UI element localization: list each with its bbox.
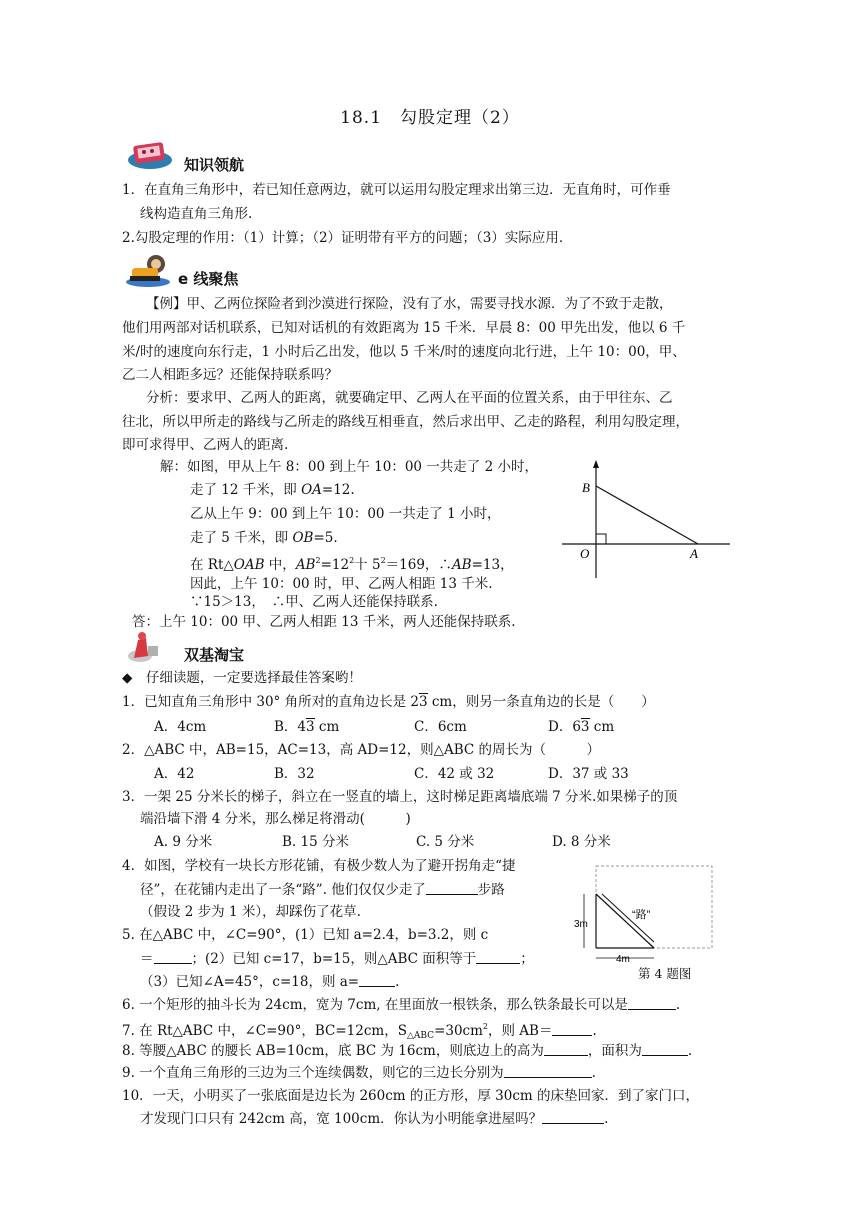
question-6: 6. 一个矩形的抽斗长为 24cm，宽为 7cm, 在里面放一根铁条，那么铁条最长可以是 .	[122, 997, 681, 1013]
q5-a-blank	[359, 973, 395, 987]
question-9: 9. 一个直角三角形的三边为三个连续偶数，则它的三边长分别为 .	[122, 1065, 596, 1081]
question-1: 1．已知直角三角形中 30° 角所对的直角边长是 23 cm，则另一条直角边的长是（ ）	[122, 694, 655, 710]
q2-option-d: D．37 或 33	[548, 766, 629, 782]
point-o-label: O	[580, 546, 590, 561]
question-4-line1: 4．如图，学校有一块长方形花铺，有极少数人为了避开拐角走“捷	[122, 858, 516, 874]
q1-option-b: B．43 cm	[274, 719, 340, 735]
question-7: 7. 在 Rt△ABC 中，∠C=90°，BC=12cm，$S_{\triangle ABC}=30cm^2$，则 AB＝ .	[122, 1022, 597, 1041]
q2-option-c: C．42 或 32	[414, 766, 495, 782]
knowledge-p2: 2.勾股定理的作用：（1）计算；（2）证明带有平方的问题；（3）实际应用．	[122, 230, 573, 246]
flowerbed-figure	[572, 860, 716, 968]
question-10-line2: 才发现门口只有 242cm 高，宽 100cm．你认为小明能拿进屋吗？ .	[140, 1111, 609, 1127]
solution-line6: 因此，上午 10：00 时，甲、乙两人相距 13 千米.	[190, 576, 493, 592]
q5-area-blank	[476, 950, 520, 964]
q8-area-blank	[642, 1042, 688, 1056]
question-5-line1: 5. 在△ABC 中，∠C=90°，(1）已知 a=2.4，b=3.2，则 c	[122, 927, 489, 943]
q4-answer-blank	[426, 881, 478, 895]
analysis-line2: 往北，所以甲所走的路线与乙所走的路线互相垂直，然后求出甲、乙走的路程，利用勾股定理，	[122, 414, 689, 430]
page-title: 18.1 勾股定理（2）	[340, 108, 520, 128]
q7-answer-blank	[552, 1022, 592, 1036]
q1-option-c: C．6cm	[414, 719, 467, 735]
q2-option-a: A．42	[154, 766, 195, 782]
example-line2: 他们用两部对话机联系，已知对话机的有效距离为 15 千米．早晨 8：00 甲先出发，他以 6 千	[122, 320, 686, 336]
solution-line1: 解：如图，甲从上午 8：00 到上午 10：00 一共走了 2 小时，	[160, 459, 538, 475]
question-3-line2: 端沿墙下滑 4 分米，那么梯足将滑动( )	[140, 811, 411, 827]
q1-option-a: A．4cm	[154, 719, 207, 735]
q6-answer-blank	[628, 996, 676, 1010]
example-line4: 乙二人相距多远？还能保持联系吗？	[122, 367, 338, 383]
knowledge-p1-line2: 线构造直角三角形.	[140, 206, 253, 222]
solution-line5: 在 Rt△OAB 中，$AB^2=12^2$十 $5^2=169$，∴AB=13，	[190, 556, 514, 573]
right-angle-mark	[596, 534, 606, 544]
question-8: 8. 等腰△ABC 的腰长 AB=10cm，底 BC 为 16cm，则底边上的高为 ，面积为 .	[122, 1043, 693, 1059]
question-4-line2: 径”，在花铺内走出了一条“路”. 他们仅仅少走了 步路	[140, 882, 505, 898]
point-a-label: A	[690, 546, 698, 561]
flowerbed-outline	[596, 866, 712, 948]
figure-4-caption: 第 4 题图	[638, 966, 692, 981]
solution-line3: 乙从上午 9：00 到上午 10：00 一共走了 1 小时，	[190, 506, 501, 522]
q3-option-b: B. 15 分米	[282, 834, 349, 850]
width-label: 4m	[616, 954, 630, 965]
q10-answer-blank	[542, 1110, 604, 1124]
triangle-figure	[560, 460, 740, 580]
analysis-line1: 分析：要求甲、乙两人的距离，就要确定甲、乙两人在平面的位置关系，由于甲往东、乙	[146, 390, 673, 406]
analysis-line3: 即可求得甲、乙两人的距离.	[122, 437, 289, 453]
road-label: “路”	[632, 909, 651, 921]
q1-option-d: D．63 cm	[548, 719, 615, 735]
knowledge-p1-line1: 1．在直角三角形中，若已知任意两边，就可以运用勾股定理求出第三边．无直角时，可作垂	[122, 182, 671, 198]
q3-option-d: D. 8 分米	[552, 834, 611, 850]
answer-line: 答：上午 10：00 甲、乙两人相距 13 千米，两人还能保持联系.	[132, 614, 516, 630]
solution-line2: 走了 12 千米，即 OA=12.	[190, 482, 355, 498]
example-line3: 米/时的速度向东行走，1 小时后乙出发，他以 5 千米/时的速度向北行进，上午 10：00，甲、	[122, 344, 686, 360]
q9-answer-blank	[504, 1064, 592, 1078]
question-4-line3: （假设 2 步为 1 米），却踩伤了花草.	[140, 904, 361, 920]
section-ex-label: e 线聚焦	[178, 270, 239, 288]
q8-height-blank	[544, 1042, 588, 1056]
hypotenuse-line	[596, 486, 698, 544]
bookmark-icon	[122, 138, 176, 174]
solution-line4: 走了 5 千米，即 OB=5.	[190, 530, 338, 546]
road-path	[596, 894, 654, 948]
reader-icon	[122, 252, 176, 288]
gift-icon	[122, 628, 176, 664]
question-2: 2．△ABC 中，AB=15，AC=13，高 AD=12，则△ABC 的周长为（ ）	[122, 742, 601, 758]
solution-line7: ∵15＞13， ∴甲、乙两人还能保持联系.	[190, 594, 438, 610]
q3-option-c: C. 5 分米	[416, 834, 475, 850]
q3-option-a: A. 9 分米	[154, 834, 213, 850]
example-line1: 【例】甲、乙两位探险者到沙漠进行探险，没有了水，需要寻找水源．为了不致于走散，	[146, 296, 673, 312]
question-5-line2: ＝ ；(2）已知 c=17，b=15，则△ABC 面积等于 ；	[140, 951, 534, 967]
section-knowledge-label: 知识领航	[184, 156, 245, 174]
practice-intro: ◆ 仔细读题，一定要选择最佳答案哟！	[122, 670, 362, 686]
q2-option-b: B．32	[274, 766, 315, 782]
question-10-line1: 10．一天，小明买了一张底面是边长为 260cm 的正方形，厚 30cm 的床垫回家．到了家门口，	[122, 1088, 700, 1104]
section-practice-label: 双基淘宝	[184, 646, 245, 664]
point-b-label: B	[582, 480, 590, 495]
q5-c-blank	[154, 950, 192, 964]
question-3-line1: 3．一架 25 分米长的梯子，斜立在一竖直的墙上，这时梯足距离墙底端 7 分米.如果梯子的顶	[122, 789, 678, 805]
y-axis-arrow	[593, 460, 599, 468]
height-label: 3m	[574, 919, 588, 930]
question-5-line3: （3）已知∠A=45°，c=18，则 a= .	[140, 974, 400, 990]
